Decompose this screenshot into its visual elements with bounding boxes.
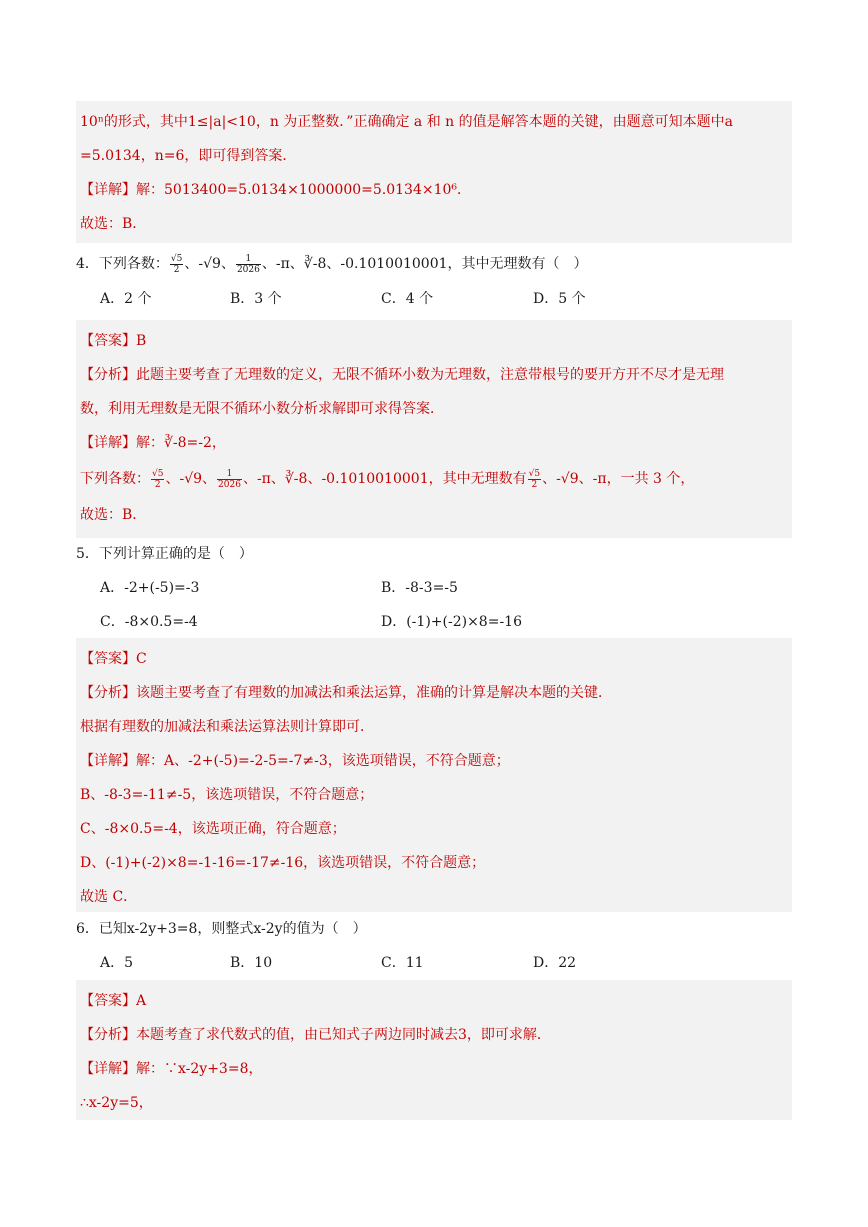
question-5	[76, 537, 792, 639]
detail-line: 【详解】解：A、-2+(-5)=-2-5=-7≠-3，该选项错误，不符合题意；	[80, 753, 510, 769]
option-c: C．-8×0.5=-4	[100, 614, 198, 630]
analysis-line: 【分析】该题主要考查了有理数的加减法和乘法运算，准确的计算是解决本题的关键．	[80, 685, 612, 701]
stem-prefix: 4．下列各数：	[76, 256, 169, 272]
detail-line: C、-8×0.5=-4，该选项正确，符合题意；	[80, 821, 346, 837]
question-6	[76, 912, 792, 980]
item-neg-pi: -π	[275, 256, 290, 272]
option-d: D．(-1)+(-2)×8=-16	[381, 614, 522, 630]
question-stem: 4．下列各数： $\frac{√5}{2}$ 、-√9、 $\frac{1}{2026}$ 、-π、∛-8、-0.1010010001，其中无理数有（ ）	[76, 253, 588, 275]
fraction-1-over-2026: $\frac{1}{2026}$	[236, 253, 260, 275]
question-stem: 5．下列计算正确的是（ ）	[76, 546, 253, 562]
solution-block-q6	[76, 980, 792, 1120]
detail-line: 【详解】解：∛-8=-2，	[80, 435, 226, 451]
choice-line: 故选：B．	[80, 507, 147, 523]
answer-line: 【答案】B	[80, 333, 147, 349]
detail-line: 【详解】解：∵x-2y+3=8，	[80, 1061, 263, 1077]
option-c: C．4 个	[381, 291, 434, 307]
detail-line: 下列各数： $\frac{√5}{2}$ 、-√9、 $\frac{1}{2026}$ 、-π、∛-8、-0.1010010001，其中无理数有 $\frac{√5}{2}$ 、-√9、-π，一共 3 个，	[80, 468, 695, 490]
option-b: B．10	[230, 955, 273, 971]
fraction-sqrt5-over-2: $\frac{√5}{2}$	[170, 253, 183, 275]
stem-suffix: ，其中无理数有（ ）	[447, 256, 588, 272]
analysis-line: 根据有理数的加减法和乘法运算法则计算即可．	[80, 719, 374, 735]
analysis-line: 数，利用无理数是无限不循环小数分析求解即可求得答案．	[80, 401, 444, 417]
detail-line: ∴x-2y=5，	[80, 1095, 153, 1111]
answer-line: 【答案】A	[80, 993, 147, 1009]
analysis-line: 10ⁿ的形式，其中1≤|a|<10，n 为正整数．”正确确定 a 和 n 的值是解答本题的关键，由题意可知本题中a	[80, 114, 733, 130]
option-b: B．3 个	[230, 291, 282, 307]
solution-block-q3	[76, 101, 792, 243]
option-a: A．5	[100, 955, 134, 971]
item-decimal: -0.1010010001	[340, 256, 448, 272]
options-row	[76, 946, 792, 980]
option-b: B．-8-3=-5	[381, 580, 458, 596]
options-row	[76, 282, 792, 316]
option-d: D．5 个	[533, 291, 586, 307]
analysis-line: 【分析】本题考查了求代数式的值，由已知式子两边同时减去3，即可求解．	[80, 1027, 551, 1043]
option-d: D．22	[533, 955, 577, 971]
analysis-line: 【分析】此题主要考查了无理数的定义，无限不循环小数为无理数，注意带根号的要开方开不尽才是无理	[80, 367, 724, 383]
choice-line: 故选：B．	[80, 216, 147, 232]
options-row	[76, 571, 792, 605]
detail-line: D、(-1)+(-2)×8=-1-16=-17≠-16，该选项错误，不符合题意；	[80, 855, 486, 871]
detail-line: 【详解】解：5013400=5.0134×1000000=5.0134×10⁶．	[80, 182, 472, 198]
option-a: A．-2+(-5)=-3	[100, 580, 200, 596]
solution-block-q5	[76, 638, 792, 912]
item-cbrt-neg8: ∛-8	[303, 256, 327, 272]
detail-line: B、-8-3=-11≠-5，该选项错误，不符合题意；	[80, 787, 374, 803]
options-row	[76, 605, 792, 639]
choice-line: 故选 C．	[80, 889, 138, 905]
question-stem: 6．已知x-2y+3=8，则整式x-2y的值为（ ）	[76, 921, 367, 937]
answer-line: 【答案】C	[80, 651, 147, 667]
analysis-line: =5.0134，n=6，即可得到答案．	[80, 148, 297, 164]
item-neg-sqrt9: -√9	[198, 256, 221, 272]
option-c: C．11	[381, 955, 424, 971]
question-4	[76, 246, 792, 316]
option-a: A．2 个	[100, 291, 152, 307]
solution-block-q4	[76, 320, 792, 538]
